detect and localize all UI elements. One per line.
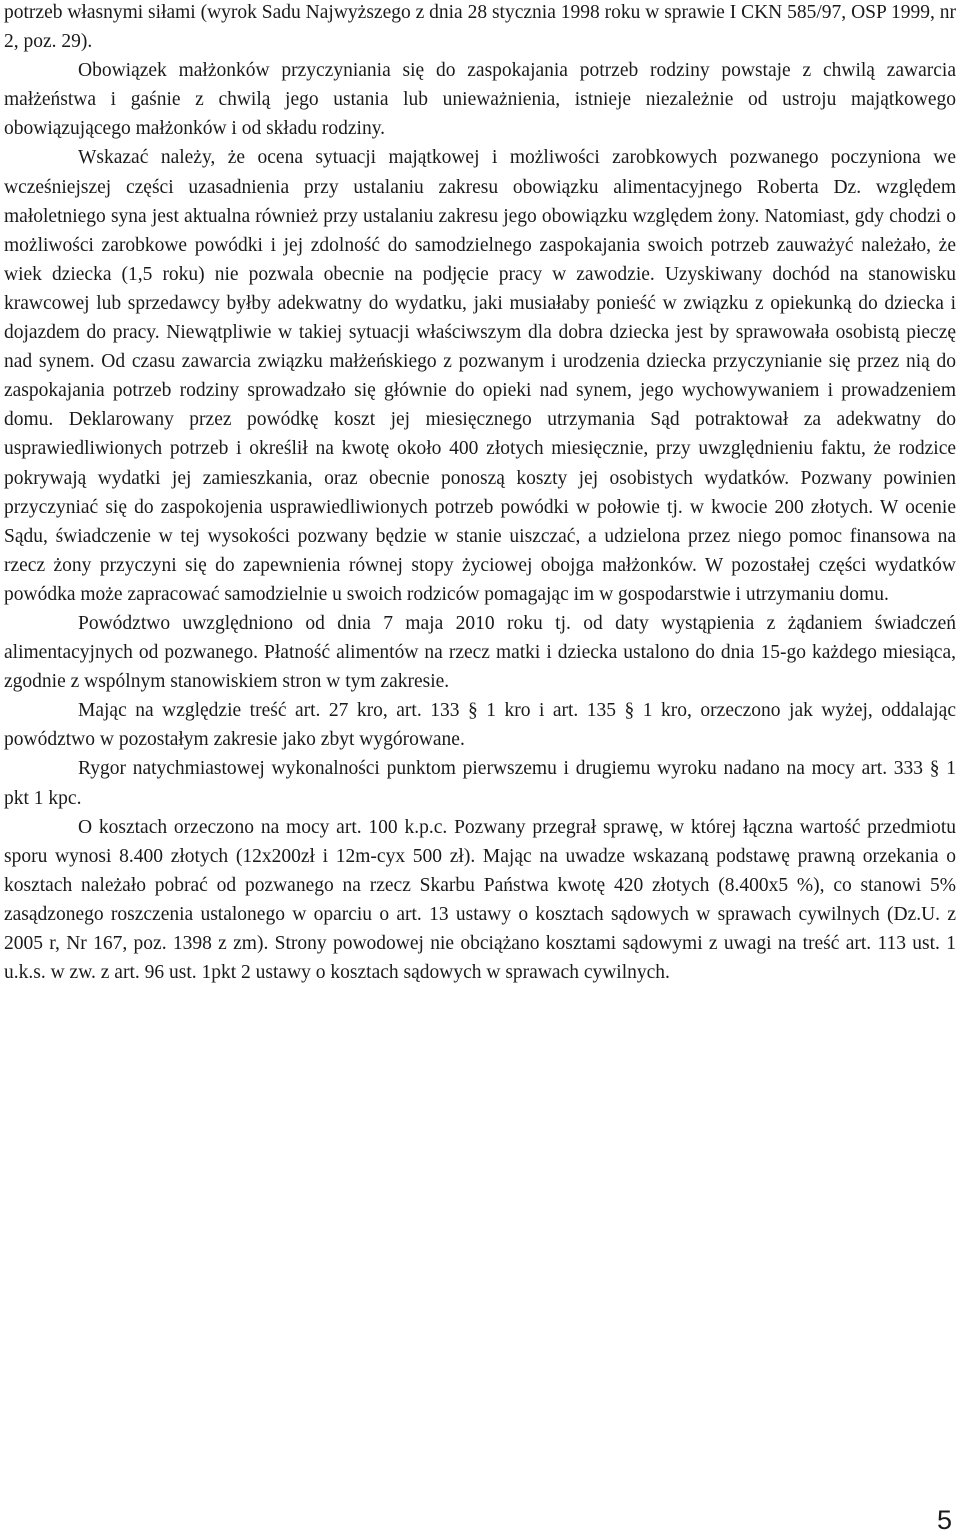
paragraph-legal-basis: Mając na względzie treść art. 27 kro, art. 133 § 1 kro i art. 135 § 1 kro, orzeczono jak wyżej, oddalając powództwo w pozostałym zakresie jako zbyt wygórowane. [4, 700, 956, 751]
paragraph-spouse-duty: Obowiązek małżonków przyczyniania się do zaspokajania potrzeb rodziny powstaje z chwilą zawarcia małżeństwa i gaśnie z chwilą jego ustania lub unieważnienia, istnieje niezależnie od ustroju majątkowego obowiązującego małżonków i od składu rodziny. [4, 60, 956, 140]
paragraph-claim-date: Powództwo uwzględniono od dnia 7 maja 2010 roku tj. od daty wystąpienia z żądaniem świadczeń alimentacyjnych od pozwanego. Płatność alimentów na rzecz matki i dziecka ustalono do dnia 15-go każdego miesiąca, zgodnie z wspólnym stanowiskiem stron w tym zakresie. [4, 612, 956, 693]
paragraph-costs: O kosztach orzeczono na mocy art. 100 k.p.c. Pozwany przegrał sprawę, w której łączna wartość przedmiotu sporu wynosi 8.400 złotych (12x200zł i 12m-cyx 500 zł). Mając na uwadze wskazaną podstawę prawną orzekania o kosztach należało pobrać od pozwanego na rzecz Skarbu Państwa kwotę 420 złotych (8.400x5 %), co stanowi 5% zasądzonego roszczenia ustalonego w oparciu o art. 13 ustawy o kosztach sądowych w sprawach cywilnych (Dz.U. z 2005 r, Nr 167, poz. 1398 z zm). Strony powodowej nie obciążano kosztami sądowymi z uwagi na treść art. 113 ust. 1 u.k.s. w zw. z art. 96 ust. 1pkt 2 ustawy o kosztach sądowych w sprawach cywilnych. [4, 816, 956, 984]
paragraph-enforceability: Rygor natychmiastowej wykonalności punktom pierwszemu i drugiemu wyroku nadano na mocy art. 333 § 1 pkt 1 kpc. [4, 758, 956, 809]
page-number: 5 [936, 1505, 952, 1535]
paragraph-continuation: potrzeb własnymi siłami (wyrok Sadu Najwyższego z dnia 28 stycznia 1998 roku w sprawie I CKN 585/97, OSP 1999, nr 2, poz. 29). [4, 2, 956, 53]
document-body [4, 0, 956, 987]
paragraph-financial-assessment: Wskazać należy, że ocena sytuacji majątkowej i możliwości zarobkowych pozwanego poczyniona we wcześniejszej części uzasadnienia przy ustalaniu zakresu obowiązku alimentacyjnego Roberta Dz. względem małoletniego syna jest aktualna również przy ustalaniu zakresu jego obowiązku względem żony. Natomiast, gdy chodzi o możliwości zarobkowe powódki i jej zdolność do samodzielnego zaspokajania swoich potrzeb zauważyć należało, że wiek dziecka (1,5 roku) nie pozwala obecnie na podjęcie pracy w zawodzie. Uzyskiwany dochód na stanowisku krawcowej lub sprzedawcy byłby adekwatny do wydatku, jaki musiałaby ponieść w związku z opiekunką do dziecka i dojazdem do pracy. Niewątpliwie w takiej sytuacji właściwszym dla dobra dziecka jest by sprawowała osobistą pieczę nad synem. Od czasu zawarcia związku małżeńskiego z pozwanym i urodzenia dziecka przyczynianie się przez nią do zaspokajania potrzeb rodziny sprowadzało się głównie do opieki nad synem, jego wychowywaniem i prowadzeniem domu. Deklarowany przez powódkę koszt jej miesięcznego utrzymania Sąd potraktował za adekwatny do usprawiedliwionych potrzeb i określił na kwotę około 400 złotych miesięcznie, przy uwzględnieniu faktu, że rodzice pokrywają wydatki jej zamieszkania, oraz obecnie ponoszą koszty jej osobistych wydatków. Pozwany powinien przyczyniać się do zaspokojenia usprawiedliwionych potrzeb powódki w połowie tj. w kwocie 200 złotych. W ocenie Sądu, świadczenie w tej wysokości pozwany będzie w stanie uiszczać, a udzielona przez niego pomoc finansowa na rzecz żony przyczyni się do zapewnienia równej stopy życiowej obojga małżonków. W pozostałej części wydatków powódka może zapracować samodzielnie u swoich rodziców pomagając im w gospodarstwie i utrzymaniu domu. [4, 147, 956, 605]
